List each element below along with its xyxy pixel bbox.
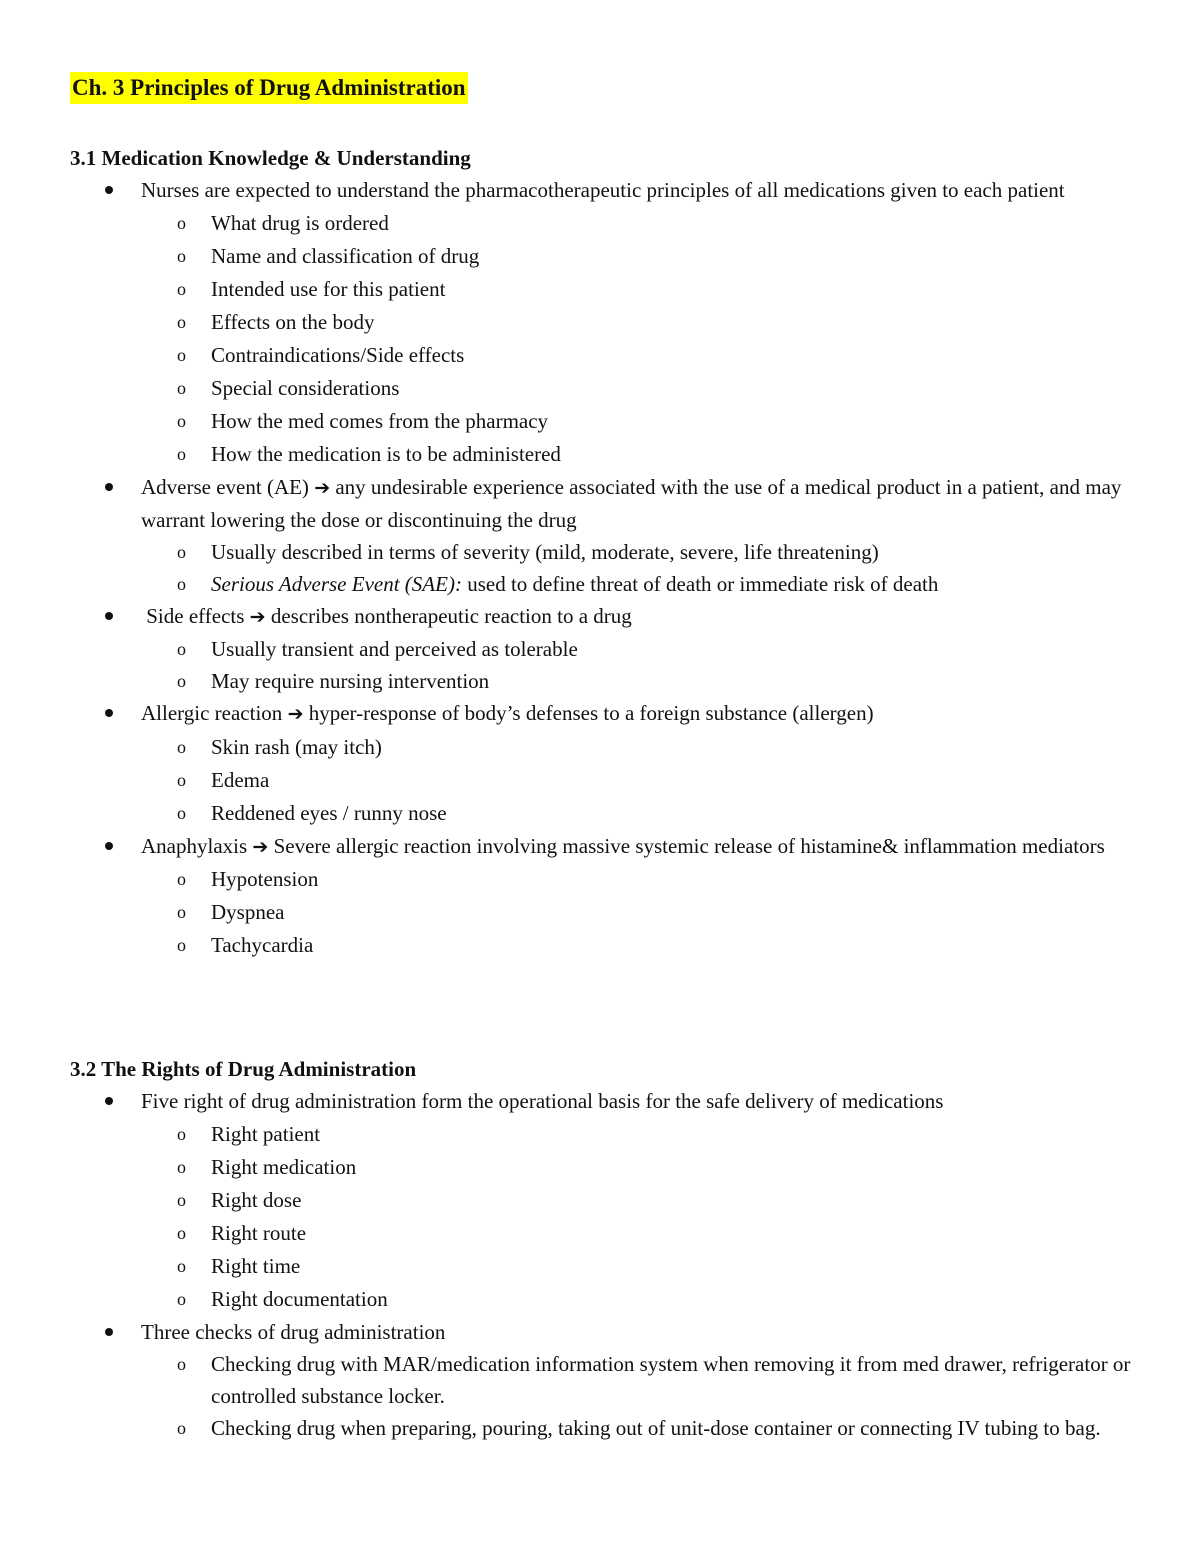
list-item [70,697,1150,830]
sub-item-text: Hypotension [211,867,319,891]
sub-item [70,665,1150,697]
sub-item [70,438,1150,471]
sub-item [70,306,1150,339]
sub-item-text: Checking drug with MAR/medication information system when removing it from med drawer, refrigerator or controlled substance locker. [211,1352,1131,1408]
arrow-right-icon: ➔ [249,606,266,628]
sub-item-text: Right time [211,1254,301,1278]
bullet-dot-icon [105,1328,113,1336]
sub-item-text: Right medication [211,1155,357,1179]
sub-item-text: Skin rash (may itch) [211,735,382,759]
list-item [70,1316,1150,1444]
circle-bullet-icon: o [177,444,186,464]
sub-item-text: Right documentation [211,1287,388,1311]
sub-item [70,1217,1150,1250]
definition: hyper-response of body’s defenses to a foreign substance (allergen) [308,701,874,725]
circle-bullet-icon: o [177,902,186,922]
sub-list [141,1348,1150,1444]
sub-item [70,929,1150,962]
sub-item-text: Edema [211,768,270,792]
definition: Severe allergic reaction involving massive systemic release of histamine& inflammation mediators [273,834,1105,858]
section-3-1 [70,142,1150,962]
circle-bullet-icon: o [177,411,186,431]
sub-item-text: Reddened eyes / runny nose [211,801,447,825]
sub-item-text: used to define threat of death or immediate risk of death [467,572,939,596]
circle-bullet-icon: o [177,1289,186,1309]
circle-bullet-icon: o [177,1354,186,1374]
term: Adverse event (AE) [141,475,309,499]
list-item [70,600,1150,697]
circle-bullet-icon: o [177,639,186,659]
sub-list [141,731,1150,830]
sub-item-text: Checking drug when preparing, pouring, taking out of unit-dose container or connecting IV tubing to bag. [211,1416,1101,1440]
sub-item-text: Contraindications/Side effects [211,343,465,367]
circle-bullet-icon: o [177,279,186,299]
list-item [70,471,1150,600]
sub-item [70,1184,1150,1217]
italic-term: Serious Adverse Event (SAE): [211,572,462,596]
sub-item [70,731,1150,764]
bullet-dot-icon [105,612,113,620]
circle-bullet-icon: o [177,246,186,266]
list-item [70,1085,1150,1316]
circle-bullet-icon: o [177,312,186,332]
circle-bullet-icon: o [177,1157,186,1177]
circle-bullet-icon: o [177,935,186,955]
sub-item [70,797,1150,830]
bullet-dot-icon [105,842,113,850]
bullet-list [70,1085,1150,1444]
sub-list [141,207,1150,471]
term: Allergic reaction [141,701,283,725]
circle-bullet-icon: o [177,671,186,691]
bullet-dot-icon [105,483,113,491]
sub-item [70,207,1150,240]
term: Side effects [146,604,245,628]
bullet-text: Five right of drug administration form the operational basis for the safe delivery of medications [141,1089,944,1113]
sub-item [70,863,1150,896]
circle-bullet-icon: o [177,770,186,790]
sub-item-text: Intended use for this patient [211,277,446,301]
sub-item [70,372,1150,405]
sub-item [70,568,1150,600]
sub-item [70,764,1150,797]
bullet-dot-icon [105,186,113,194]
circle-bullet-icon: o [177,542,186,562]
arrow-right-icon: ➔ [314,477,331,499]
term: Anaphylaxis [141,834,248,858]
sub-item-text: Special considerations [211,376,400,400]
sub-item [70,633,1150,665]
circle-bullet-icon: o [177,1124,186,1144]
sub-item-text: Effects on the body [211,310,375,334]
sub-item-text: Right patient [211,1122,321,1146]
circle-bullet-icon: o [177,803,186,823]
sub-item [70,1151,1150,1184]
bullet-list [70,174,1150,962]
sub-item-text: Right dose [211,1188,302,1212]
sub-item-text: Usually transient and perceived as tolerable [211,637,578,661]
sub-item-text: Dyspnea [211,900,285,924]
section-heading: 3.1 Medication Knowledge & Understanding [70,146,471,170]
circle-bullet-icon: o [177,378,186,398]
bullet-text: Three checks of drug administration [141,1320,446,1344]
definition: describes nontherapeutic reaction to a drug [270,604,632,628]
circle-bullet-icon: o [177,1190,186,1210]
circle-bullet-icon: o [177,737,186,757]
sub-item-text: Tachycardia [211,933,314,957]
sub-item [70,536,1150,568]
bullet-dot-icon [105,709,113,717]
sub-item [70,240,1150,273]
sub-item [70,273,1150,306]
arrow-right-icon: ➔ [252,836,269,858]
section-3-2 [70,1053,1150,1444]
sub-item-text: Usually described in terms of severity (mild, moderate, severe, life threatening) [211,540,879,564]
sub-item [70,339,1150,372]
list-item [70,174,1150,471]
circle-bullet-icon: o [177,213,186,233]
sub-item [70,1348,1150,1412]
sub-list [141,863,1150,962]
bullet-dot-icon [105,1097,113,1105]
bullet-text: Nurses are expected to understand the pharmacotherapeutic principles of all medications given to each patient [141,178,1065,202]
definition: any undesirable experience associated with the use of a medical product in a patient, and may warrant lowering the dose or discontinuing the drug [141,475,1122,532]
sub-item-text: May require nursing intervention [211,669,490,693]
sub-item-text: What drug is ordered [211,211,389,235]
arrow-right-icon: ➔ [287,703,304,725]
circle-bullet-icon: o [177,1256,186,1276]
sub-list [141,536,1150,600]
sub-item [70,1250,1150,1283]
sub-item [70,896,1150,929]
sub-item [70,405,1150,438]
sub-list [141,633,1150,697]
circle-bullet-icon: o [177,574,186,594]
circle-bullet-icon: o [177,869,186,889]
sub-item-text: Right route [211,1221,307,1245]
circle-bullet-icon: o [177,1223,186,1243]
sub-item-text: Name and classification of drug [211,244,480,268]
page-title: Ch. 3 Principles of Drug Administration [70,72,468,104]
circle-bullet-icon: o [177,1418,186,1438]
sub-item [70,1118,1150,1151]
sub-item [70,1412,1150,1444]
circle-bullet-icon: o [177,345,186,365]
sub-item-text: How the med comes from the pharmacy [211,409,549,433]
list-item [70,830,1150,962]
sub-item-text: How the medication is to be administered [211,442,561,466]
sub-item [70,1283,1150,1316]
section-heading: 3.2 The Rights of Drug Administration [70,1057,417,1081]
sub-list [141,1118,1150,1316]
